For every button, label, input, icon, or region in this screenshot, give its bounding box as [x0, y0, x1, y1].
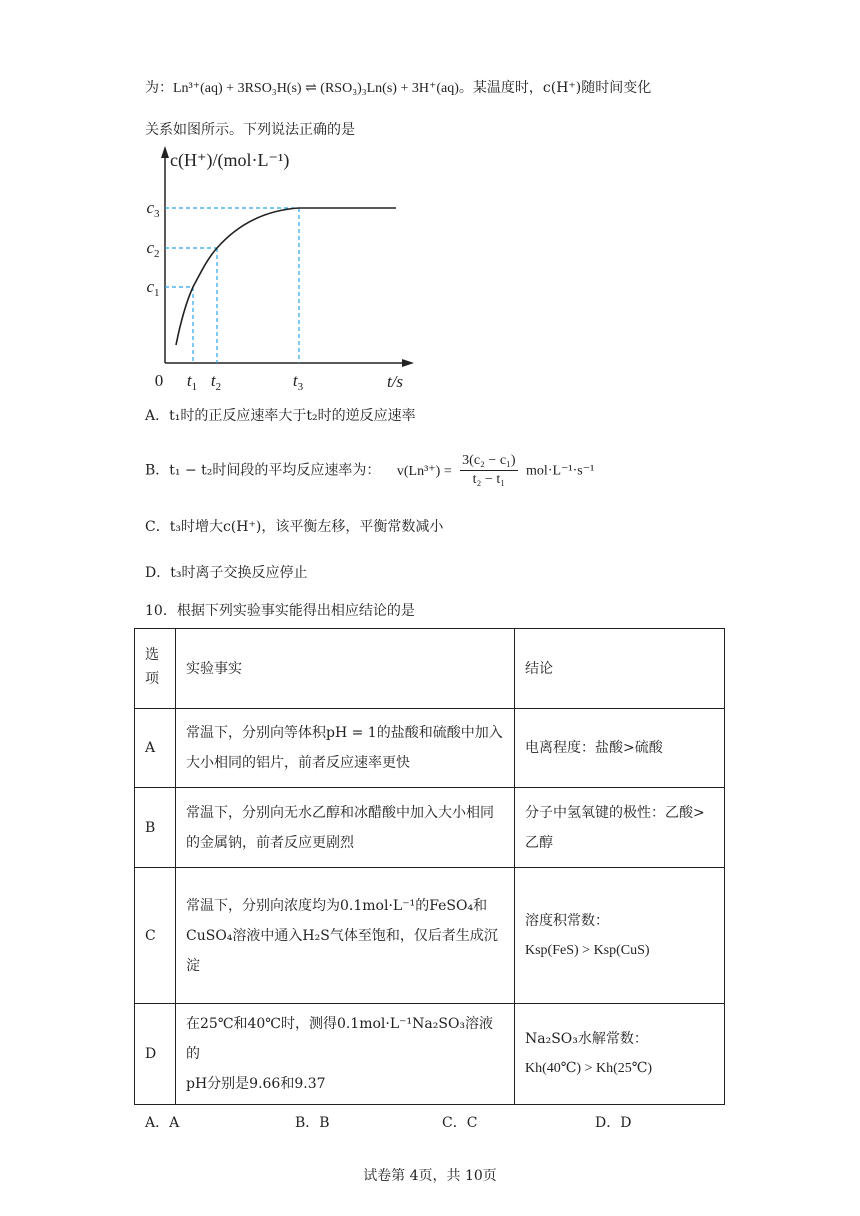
row-conclusion: 分子中氢氧键的极性：乙酸> 乙醇 [515, 788, 725, 868]
question9-stem-line2: 关系如图所示。下列说法正确的是 [145, 122, 355, 138]
x-axis-label: t/s [386, 372, 404, 391]
header-option: 选项 [135, 629, 176, 709]
choice-d[interactable]: D．D [595, 1115, 632, 1131]
x-tick-label-t3: $t_3$ [292, 371, 304, 393]
row-option: D [135, 1004, 176, 1105]
x-tick-label-t2: $t_2$ [210, 371, 222, 393]
experiment-table [134, 628, 725, 1105]
page-footer: 试卷第 4页，共 10页 [363, 1168, 497, 1184]
row-option: B [135, 788, 176, 868]
question10-title: 10．根据下列实验事实能得出相应结论的是 [145, 603, 415, 619]
question9-stem-line1 [145, 78, 651, 99]
fraction-denominator: t₂ − t₁ [472, 472, 506, 487]
option-9b-lhs: v(Ln³⁺) = [396, 463, 452, 479]
x-tick-label-t1: $t_1$ [186, 371, 198, 393]
row-fact: 常温下，分别向浓度均为0.1mol·L⁻¹的FeSO₄和 CuSO₄溶液中通入H₂S气体至饱和，仅后者生成沉 淀 [176, 868, 515, 1004]
question10-choices [145, 1112, 745, 1132]
y-tick-label-c2: $c_2$ [146, 238, 160, 260]
stem-prefix: 为： [145, 80, 173, 96]
row-conclusion: 溶度积常数： Ksp(FeS) > Ksp(CuS) [515, 868, 725, 1004]
table-row [135, 1004, 725, 1105]
concentration-time-chart [140, 140, 430, 395]
header-fact: 实验事实 [176, 629, 515, 709]
header-conclusion: 结论 [515, 629, 725, 709]
origin-label: 0 [154, 371, 164, 390]
table-row [135, 709, 725, 788]
series-curve [176, 208, 396, 345]
y-axis-label: c(H⁺)/(mol·L⁻¹) [170, 150, 290, 170]
table-header-row [135, 629, 725, 709]
row-conclusion: 电离程度：盐酸>硫酸 [515, 709, 725, 788]
option-9b[interactable] [145, 452, 594, 489]
row-fact: 常温下，分别向无水乙醇和冰醋酸中加入大小相同 的金属钠，前者反应更剧烈 [176, 788, 515, 868]
table-row [135, 788, 725, 868]
y-tick-label-c3: $c_3$ [146, 198, 160, 220]
fraction-numerator: 3(c₂ − c₁) [460, 452, 517, 471]
option-9b-unit: mol·L⁻¹·s⁻¹ [526, 463, 595, 479]
ion-exchange-equation: Ln³⁺(aq) + 3RSO₃H(s) ⇌ (RSO₃)₃Ln(s) + 3H⁺(aq) [173, 81, 459, 96]
choice-c[interactable]: C．C [442, 1115, 478, 1131]
row-conclusion: Na₂SO₃水解常数： Kh(40℃) > Kh(25℃) [515, 1004, 725, 1105]
row-option: A [135, 709, 176, 788]
table-row [135, 868, 725, 1004]
y-axis-arrow [161, 146, 169, 158]
stem-suffix: 。某温度时，c(H⁺)随时间变化 [458, 80, 652, 96]
choice-b[interactable]: B．B [295, 1115, 330, 1131]
row-option: C [135, 868, 176, 1004]
row-fact: 常温下，分别向等体积pH = 1的盐酸和硫酸中加入 大小相同的铝片，前者反应速率更快 [176, 709, 515, 788]
y-tick-label-c1: $c_1$ [146, 277, 160, 299]
choice-a[interactable]: A．A [145, 1115, 180, 1131]
option-9b-fraction [460, 452, 517, 489]
row-fact: 在25℃和40℃时，测得0.1mol·L⁻¹Na₂SO₃溶液的 pH分别是9.66和9.37 [176, 1004, 515, 1105]
option-9b-text: B．t₁ − t₂时间段的平均反应速率为： [145, 462, 381, 479]
option-9c[interactable]: C．t₃时增大c(H⁺)，该平衡左移，平衡常数减小 [145, 519, 444, 535]
option-9a[interactable]: A．t₁时的正反应速率大于t₂时的逆反应速率 [145, 408, 416, 424]
option-9d[interactable]: D．t₃时离子交换反应停止 [145, 565, 308, 581]
x-axis-arrow [402, 359, 414, 367]
